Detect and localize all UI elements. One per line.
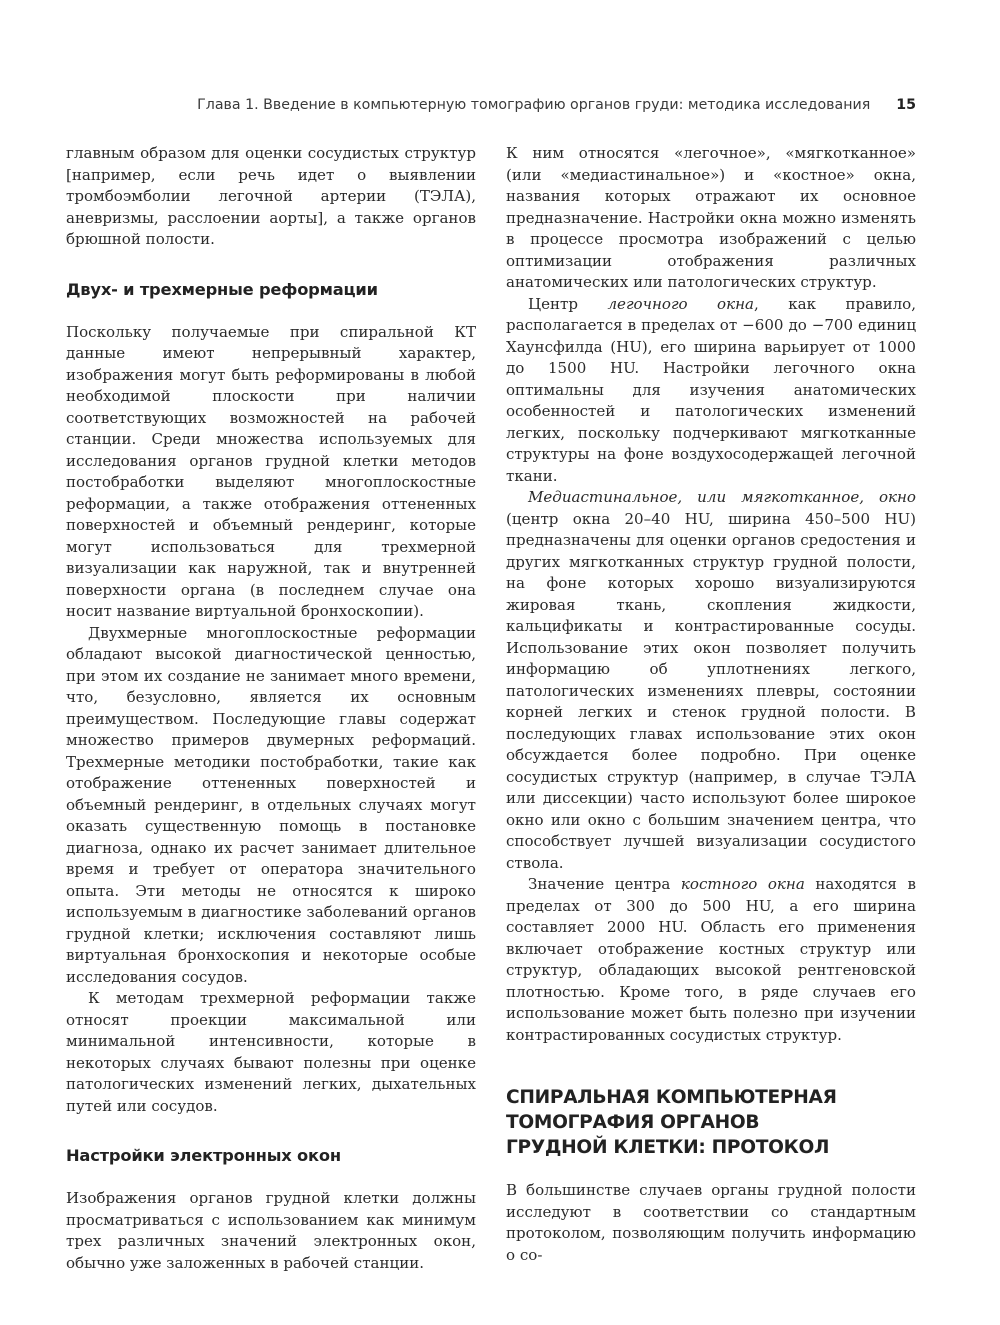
paragraph-window-settings: Изображения органов грудной клетки должны просматриваться с использованием как минимум трех различных значений электронных окон, обычно уже заложенных в рабочей станции.: [66, 1189, 476, 1272]
paragraph-reformations-3: К методам трехмерной реформации также относят проекции максимальной или минимальной интенсивности, которые в некоторых случаях бывают полезны при оценке патологических изменений легких, дыхательных путей или сосудов.: [66, 989, 476, 1115]
running-head: [66, 97, 916, 113]
paragraph-protocol: В большинстве случаев органы грудной полости исследуют в соответствии со стандартным протоколом, позволяющим получить информацию о со-: [506, 1181, 916, 1264]
section-heading-line-2: ТОМОГРАФИЯ ОРГАНОВ: [506, 1112, 760, 1133]
term-bone-window: костного окна: [680, 875, 805, 893]
paragraph-mediastinal-window: Медиастинальное, или мягкотканное, окно (центр окна 20–40 HU, ширина 450–500 HU) предназначены для оценки органов средостения и других мягкотканных структур грудной полости, на фоне которых хорошо визуализируются жировая ткань, скопления жидкости, кальцификаты и контрастированные сосуды. Использование этих окон позволяет получить информацию об уплотнениях легкого, патологических изменениях плевры, состоянии корней легких и стенок грудной полости. В последующих главах использование этих окон обсуждается более подробно. При оценке сосудистых структур (например, в случае ТЭЛА или диссекции) часто используют более широкое окно или окно с большим значением центра, что способствует лучшей визуализации сосудистого ствола.: [506, 488, 916, 872]
section-heading-line-3: ГРУДНОЙ КЛЕТКИ: ПРОТОКОЛ: [506, 1137, 830, 1158]
section-heading-line-1: СПИРАЛЬНАЯ КОМПЬЮТЕРНАЯ: [506, 1087, 837, 1108]
paragraph-intro-continuation: главным образом для оценки сосудистых структур [например, если речь идет о выявлении тромбоэмболии легочной артерии (ТЭЛА), аневризмы, расслоении аорты], а также органов брюшной полости.: [66, 144, 476, 248]
left-column: [66, 143, 476, 1274]
term-mediastinal-window: Медиастинальное, или мягкотканное, окно: [528, 488, 916, 506]
page-number: 15: [896, 97, 916, 113]
paragraph-lung-window: Центр легочного окна, как правило, располагается в пределах от −600 до −700 единиц Хаунсфилда (HU), его ширина варьирует от 1000 до 1500 HU. Настройки легочного окна оптимальны для изучения анатомических особенностей и патологических изменений легких, поскольку подчеркивают мягкотканные структуры на фоне воздухосодержащей легочной ткани.: [506, 294, 916, 485]
term-lung-window: легочного окна: [607, 294, 754, 313]
right-column: [506, 143, 916, 1266]
paragraph-reformations-1: Поскольку получаемые при спиральной КТ данные имеют непрерывный характер, изображения могут быть реформированы в любой необходимой плоскости при наличии соответствующих возможностей на рабочей станции. Среди множества используемых для исследования органов грудной клетки методов постобработки выделяют многоплоскостные реформации, а также отображения оттененных поверхностей и объемный рендеринг, которые могут использоваться для трехмерной визуализации как наружной, так и внутренней поверхности органа (в последнем случае она носит название виртуальной бронхоскопии).: [66, 322, 476, 620]
paragraph-reformations-2: Двухмерные многоплоскостные реформации обладают высокой диагностической ценностью, при этом их создание не занимает много времени, что, безусловно, является их основным преимуществом. Последующие главы содержат множество примеров двумерных реформаций. Трехмерные методики постобработки, такие как отображение оттененных поверхностей и объемный рендеринг, в отдельных случаях могут оказать существенную помощь в постановке диагноза, однако их расчет занимает длительное время и требует от оператора значительного опыта. Эти методы не относятся к широко используемым в диагностике заболеваний органов грудной клетки; исключения составляют лишь виртуальная бронхоскопия и некоторые особые исследования сосудов.: [66, 623, 476, 986]
section-heading-protocol: [506, 1085, 916, 1160]
paragraph-bone-window: Значение центра костного окна находятся в пределах от 300 до 500 HU, а его ширина составляет 2000 HU. Область его применения включает отображение костных структур или структур, обладающих высокой рентгеновской плотностью. Кроме того, в ряде случаев его использование может быть полезно при изучении контрастированных сосудистых структур.: [506, 875, 916, 1044]
subheading-window-settings: Настройки электронных окон: [66, 1146, 341, 1165]
subheading-reformations: Двух- и трехмерные реформации: [66, 279, 378, 299]
running-head-title: Глава 1. Введение в компьютерную томографию органов груди: методика исследования: [197, 97, 871, 113]
paragraph-window-types: К ним относятся «легочное», «мягкотканное» (или «медиастинальное») и «костное» окна, названия которых отражают их основное предназначение. Настройки окна можно изменять в процессе просмотра изображений с целью оптимизации отображения различных анатомических или патологических структур.: [506, 144, 916, 291]
